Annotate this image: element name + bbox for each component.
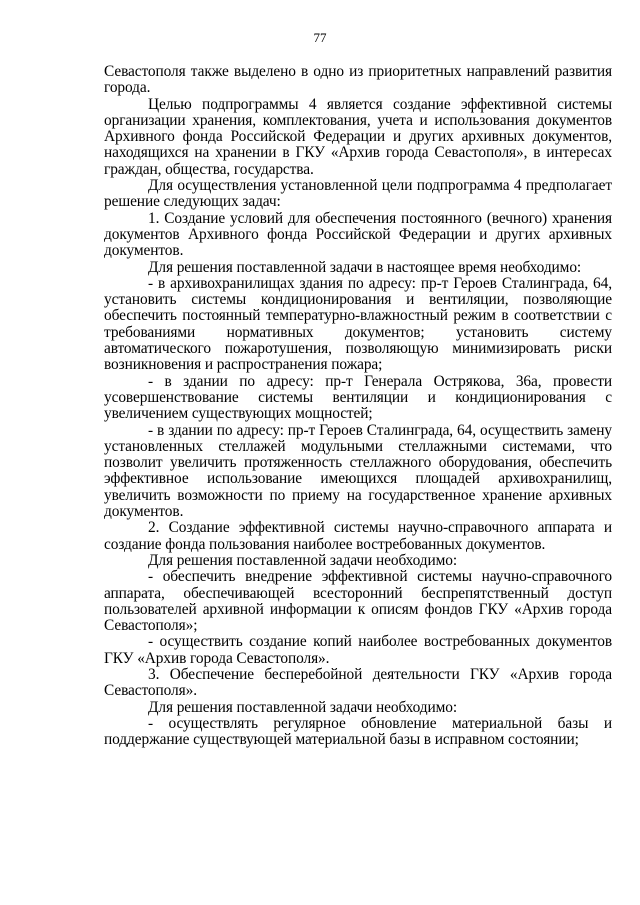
paragraph: Целью подпрограммы 4 является создание эффективной системы организации хранения, комплектования, учета и использования документов Архивного фонда Российской Федерации и других архивных документов, находящихся на хранении в ГКУ «Архив города Севастополя», в интересах граждан, общества, государства. <box>104 95 612 178</box>
list-item: - осуществлять регулярное обновление материальной базы и поддержание существующей материальной базы в исправном состоянии; <box>104 714 612 749</box>
list-item: - в архивохранилищах здания по адресу: пр-т Героев Сталинграда, 64, установить системы кондиционирования и вентиляции, позволяющие обеспечить постоянный температурно-влажностный режим в соответствии с требованиями нормативных документов; установить систему автоматического пожаротушения, позволяющую минимизировать риски возникновения и распространения пожара; <box>104 274 612 374</box>
list-item: - обеспечить внедрение эффективной системы научно-справочного аппарата, обеспечивающей всесторонний беспрепятственный доступ пользователей архивной информации к описям фондов ГКУ «Архив города Севастополя»; <box>104 568 612 635</box>
paragraph: Для решения поставленной задачи в настоящее время необходимо: <box>148 258 582 276</box>
task-heading: 3. Обеспечение бесперебойной деятельности ГКУ «Архив города Севастополя». <box>104 665 612 700</box>
paragraph: Для осуществления установленной цели подпрограмма 4 предполагает решение следующих задач: <box>104 177 612 211</box>
list-item: - в здании по адресу: пр-т Героев Сталинграда, 64, осуществить замену установленных стеллажей модульными стеллажными системами, что позволит увеличить протяженность стеллажного оборудования, обеспечить эффективное использование имеющихся площадей архивохранилищ, увеличить возможности по приему на государственное хранение архивных документов. <box>104 421 612 521</box>
page-number: 77 <box>313 30 327 45</box>
list-item: - осуществить создание копий наиболее востребованных документов ГКУ «Архив города Севастополя». <box>104 633 612 667</box>
paragraph: Для решения поставленной задачи необходимо: <box>148 698 458 716</box>
document-body <box>104 64 612 748</box>
paragraph: Севастополя также выделено в одно из приоритетных направлений развития города. <box>104 63 612 97</box>
task-heading: 2. Создание эффективной системы научно-справочного аппарата и создание фонда пользования наиболее востребованных документов. <box>104 519 612 553</box>
list-item: - в здании по адресу: пр-т Генерала Острякова, 36а, провести усовершенствование системы вентиляции и кондиционирования с увеличением существующих мощностей; <box>104 372 612 423</box>
paragraph: Для решения поставленной задачи необходимо: <box>148 551 458 569</box>
task-heading: 1. Создание условий для обеспечения постоянного (вечного) хранения документов Архивного фонда Российской Федерации и других архивных документов. <box>104 209 612 260</box>
